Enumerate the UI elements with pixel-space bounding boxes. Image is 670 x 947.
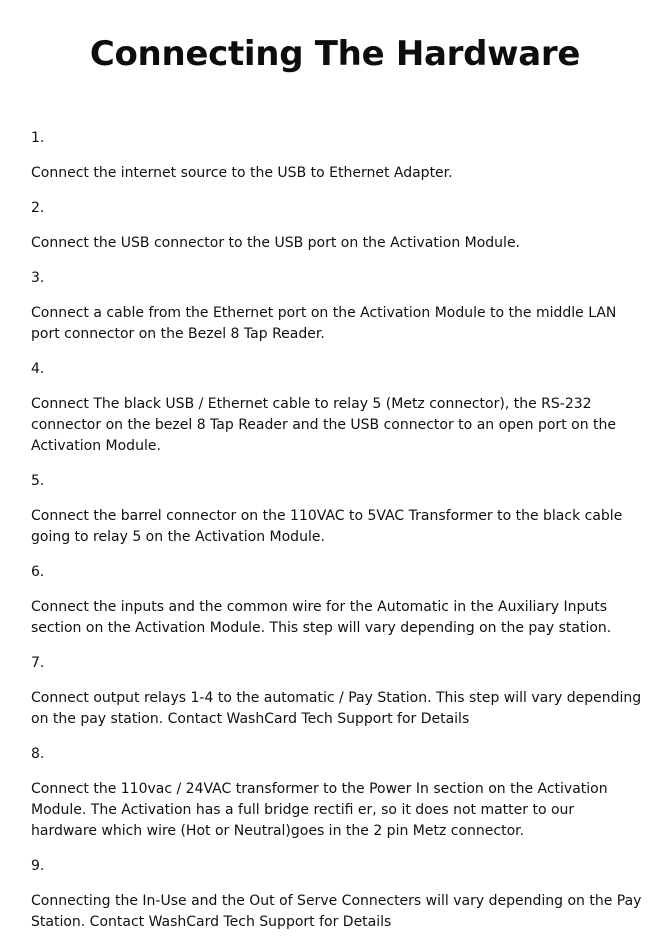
page-title: Connecting The Hardware — [89, 34, 581, 74]
step-text: Connect a cable from the Ethernet port on the Activation Module to the middle LAN port connector on the Bezel 8 Tap Reader. — [31, 305, 617, 342]
step-text: Connect the internet source to the USB to Ethernet Adapter. — [31, 165, 453, 181]
step-5 — [31, 471, 643, 548]
step-text: Connect The black USB / Ethernet cable to relay 5 (Metz connector), the RS-232 connector on the bezel 8 Tap Reader and the USB connector to an open port on the Activation Module. — [31, 396, 616, 454]
step-text: Connect the barrel connector on the 110VAC to 5VAC Transformer to the black cable going to relay 5 on the Activation Module. — [31, 508, 623, 545]
step-number: 7. — [31, 655, 45, 671]
step-7 — [31, 653, 643, 730]
step-number: 1. — [31, 130, 45, 146]
step-text: Connect the inputs and the common wire for the Automatic in the Auxiliary Inputs section on the Activation Module. This step will vary depending on the pay station. — [31, 599, 612, 636]
step-3 — [31, 268, 643, 345]
step-number: 6. — [31, 564, 45, 580]
step-9 — [31, 856, 643, 933]
step-number: 3. — [31, 270, 45, 286]
step-number: 5. — [31, 473, 45, 489]
step-number: 2. — [31, 200, 45, 216]
step-text: Connect the USB connector to the USB port on the Activation Module. — [31, 235, 521, 251]
step-number: 4. — [31, 361, 45, 377]
step-number: 9. — [31, 858, 45, 874]
step-text: Connect the 110vac / 24VAC transformer to the Power In section on the Activation Module. The Activation has a full bridge rectifi er, so it does not matter to our hardware which wire (Hot or Neutral)goes in the 2 pin Metz connector. — [31, 781, 608, 839]
step-1 — [31, 128, 643, 184]
step-6 — [31, 562, 643, 639]
step-8 — [31, 744, 643, 842]
steps-list — [31, 128, 643, 947]
step-text: Connecting the In-Use and the Out of Serve Connecters will vary depending on the Pay Station. Contact WashCard Tech Support for Details — [31, 893, 642, 930]
step-number: 8. — [31, 746, 45, 762]
step-4 — [31, 359, 643, 457]
step-2 — [31, 198, 643, 254]
step-text: Connect output relays 1-4 to the automatic / Pay Station. This step will vary depending on the pay station. Contact WashCard Tech Support for Details — [31, 690, 642, 727]
